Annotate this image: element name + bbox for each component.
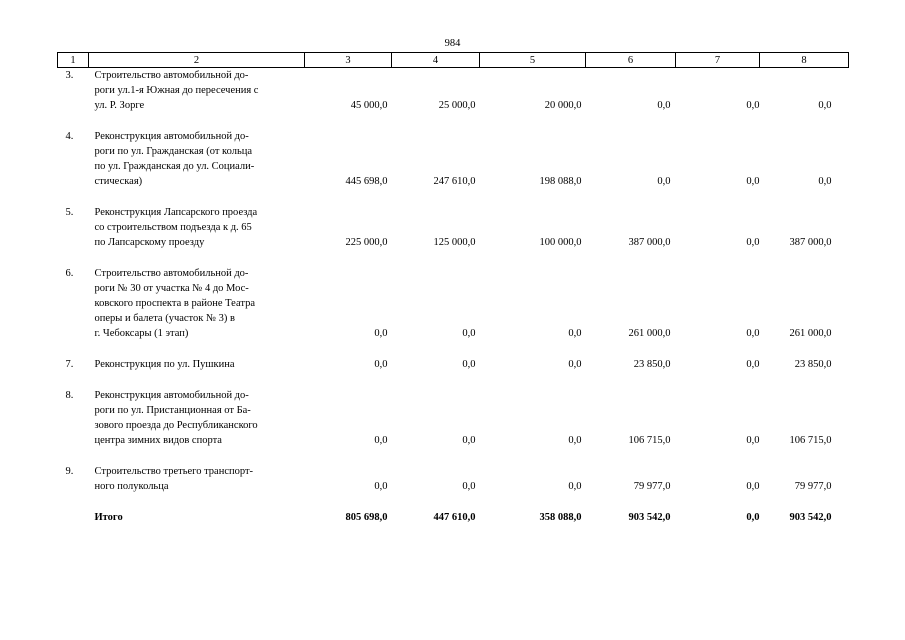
spacer-cell [760, 189, 849, 205]
column-header: 3 [305, 53, 392, 68]
spacer-cell [305, 189, 392, 205]
value-col-3: 0,0 [374, 435, 388, 446]
column-header: 7 [676, 53, 760, 68]
project-name-line: роги по ул. Пристанционная от Ба- [94, 405, 251, 416]
value-col-5: 0,0 [568, 481, 582, 492]
spacer-cell [89, 448, 305, 464]
spacer-cell [392, 113, 480, 129]
spacer-cell [586, 448, 676, 464]
spacer-cell [480, 341, 586, 357]
value-col-8: 261 000,0 [789, 328, 832, 339]
column-header: 8 [760, 53, 849, 68]
row-number: 7. [65, 359, 74, 370]
value-col-6: 106 715,0 [628, 435, 671, 446]
project-name-line: роги по ул. Гражданская (от кольца [94, 146, 253, 157]
value-col-7: 0,0 [746, 359, 760, 370]
project-name-line: Строительство третьего транспорт- [94, 466, 254, 477]
value-col-3: 225 000,0 [345, 237, 388, 248]
row-number: 8. [65, 390, 74, 401]
value-col-5: 198 088,0 [539, 176, 582, 187]
value-col-8: 106 715,0 [789, 435, 832, 446]
table-row [58, 129, 849, 189]
spacer-cell [480, 448, 586, 464]
project-name-line: оперы и балета (участок № 3) в [94, 313, 235, 324]
spacer-cell [58, 341, 89, 357]
spacer-cell [676, 494, 760, 510]
table-body [58, 68, 849, 526]
spacer-cell [392, 250, 480, 266]
table-row [58, 68, 849, 114]
column-number-header-row [58, 53, 849, 68]
value-col-4: 0,0 [462, 359, 476, 370]
spacer-cell [392, 494, 480, 510]
project-name-line: роги ул.1-я Южная до пересечения с [94, 85, 259, 96]
column-header: 6 [586, 53, 676, 68]
spacer-cell [760, 250, 849, 266]
spacer-cell [760, 494, 849, 510]
value-col-7: 0,0 [746, 237, 760, 248]
value-col-8: 0,0 [818, 100, 832, 111]
budget-table [57, 52, 849, 525]
spacer-cell [586, 372, 676, 388]
project-name-line: зового проезда до Республиканского [94, 420, 258, 431]
project-name-line: Реконструкция автомобильной до- [94, 390, 249, 401]
table-row [58, 205, 849, 250]
spacer-cell [480, 372, 586, 388]
value-col-5: 358 088,0 [539, 512, 582, 523]
value-col-5: 0,0 [568, 359, 582, 370]
spacer-cell [480, 494, 586, 510]
project-name-line: Реконструкция автомобильной до- [94, 131, 249, 142]
value-col-5: 0,0 [568, 435, 582, 446]
value-col-7: 0,0 [746, 435, 760, 446]
row-number: 3. [65, 70, 74, 81]
spacer-cell [760, 448, 849, 464]
value-col-8: 0,0 [818, 176, 832, 187]
spacer-cell [305, 341, 392, 357]
project-name [89, 266, 305, 341]
value-col-4: 0,0 [462, 328, 476, 339]
row-spacer [58, 113, 849, 129]
value-col-6: 261 000,0 [628, 328, 671, 339]
value-col-7: 0,0 [746, 328, 760, 339]
spacer-cell [760, 372, 849, 388]
value-col-3: 45 000,0 [350, 100, 388, 111]
spacer-cell [760, 113, 849, 129]
spacer-cell [89, 250, 305, 266]
spacer-cell [89, 341, 305, 357]
spacer-cell [480, 189, 586, 205]
spacer-cell [676, 113, 760, 129]
project-name-line: со строительством подъезда к д. 65 [94, 222, 252, 233]
project-name-line: роги № 30 от участка № 4 до Мос- [94, 283, 249, 294]
value-col-6: 79 977,0 [633, 481, 671, 492]
project-name-line: Строительство автомобильной до- [94, 268, 249, 279]
value-col-4: 125 000,0 [433, 237, 476, 248]
value-col-6: 903 542,0 [628, 512, 671, 523]
row-spacer [58, 341, 849, 357]
row-number: 4. [65, 131, 74, 142]
row-number: 6. [65, 268, 74, 279]
spacer-cell [760, 341, 849, 357]
project-name-line: Реконструкция по ул. Пушкина [94, 359, 235, 370]
column-header: 1 [58, 53, 89, 68]
column-header: 2 [89, 53, 305, 68]
table-row [58, 388, 849, 448]
page-number: 984 [444, 38, 461, 49]
project-name-line: по Лапсарскому проезду [94, 237, 205, 248]
spacer-cell [58, 113, 89, 129]
value-col-6: 23 850,0 [633, 359, 671, 370]
spacer-cell [586, 113, 676, 129]
spacer-cell [586, 189, 676, 205]
spacer-cell [305, 250, 392, 266]
project-name [89, 388, 305, 448]
value-col-5: 100 000,0 [539, 237, 582, 248]
spacer-cell [392, 189, 480, 205]
value-col-7: 0,0 [746, 100, 760, 111]
spacer-cell [676, 448, 760, 464]
project-name-line: ул. Р. Зорге [94, 100, 145, 111]
row-spacer [58, 372, 849, 388]
spacer-cell [58, 189, 89, 205]
spacer-cell [58, 372, 89, 388]
table-row [58, 464, 849, 494]
total-label: Итого [94, 512, 123, 523]
spacer-cell [676, 372, 760, 388]
spacer-cell [586, 341, 676, 357]
spacer-cell [392, 448, 480, 464]
spacer-cell [480, 113, 586, 129]
value-col-3: 805 698,0 [345, 512, 388, 523]
project-name-line: центра зимних видов спорта [94, 435, 222, 446]
spacer-cell [89, 372, 305, 388]
spacer-cell [586, 250, 676, 266]
spacer-cell [392, 341, 480, 357]
spacer-cell [392, 372, 480, 388]
row-number: 5. [65, 207, 74, 218]
table-row [58, 357, 849, 372]
value-col-4: 0,0 [462, 435, 476, 446]
value-col-3: 0,0 [374, 481, 388, 492]
project-name-line: Строительство автомобильной до- [94, 70, 249, 81]
value-col-5: 0,0 [568, 328, 582, 339]
row-spacer [58, 250, 849, 266]
value-col-3: 0,0 [374, 359, 388, 370]
value-col-6: 0,0 [657, 100, 671, 111]
spacer-cell [676, 189, 760, 205]
project-name [89, 205, 305, 250]
spacer-cell [89, 494, 305, 510]
value-col-6: 0,0 [657, 176, 671, 187]
project-name-line: по ул. Гражданская до ул. Социали- [94, 161, 255, 172]
value-col-3: 445 698,0 [345, 176, 388, 187]
value-col-7: 0,0 [746, 176, 760, 187]
spacer-cell [305, 372, 392, 388]
spacer-cell [676, 341, 760, 357]
spacer-cell [305, 494, 392, 510]
spacer-cell [676, 250, 760, 266]
spacer-cell [305, 448, 392, 464]
column-header: 4 [392, 53, 480, 68]
row-number [58, 510, 89, 525]
value-col-4: 447 610,0 [433, 512, 476, 523]
spacer-cell [89, 113, 305, 129]
row-spacer [58, 494, 849, 510]
project-name-line: ковского проспекта в районе Театра [94, 298, 255, 309]
value-col-8: 387 000,0 [789, 237, 832, 248]
project-name-line: ного полукольца [94, 481, 169, 492]
budget-table-container [57, 52, 848, 525]
total-row [58, 510, 849, 525]
spacer-cell [58, 494, 89, 510]
value-col-4: 25 000,0 [438, 100, 476, 111]
spacer-cell [586, 494, 676, 510]
project-name [89, 357, 305, 372]
table-row [58, 266, 849, 341]
row-number: 9. [65, 466, 74, 477]
value-col-8: 23 850,0 [794, 359, 832, 370]
spacer-cell [58, 250, 89, 266]
project-name-line: г. Чебоксары (1 этап) [94, 328, 189, 339]
spacer-cell [58, 448, 89, 464]
project-name-line: стическая) [94, 176, 143, 187]
value-col-8: 79 977,0 [794, 481, 832, 492]
value-col-5: 20 000,0 [544, 100, 582, 111]
value-col-4: 0,0 [462, 481, 476, 492]
spacer-cell [89, 189, 305, 205]
spacer-cell [480, 250, 586, 266]
value-col-6: 387 000,0 [628, 237, 671, 248]
value-col-4: 247 610,0 [433, 176, 476, 187]
value-col-7: 0,0 [746, 481, 760, 492]
project-name [89, 129, 305, 189]
value-col-7: 0,0 [746, 512, 760, 523]
column-header: 5 [480, 53, 586, 68]
spacer-cell [305, 113, 392, 129]
row-spacer [58, 189, 849, 205]
project-name [89, 464, 305, 494]
value-col-8: 903 542,0 [789, 512, 832, 523]
project-name-line: Реконструкция Лапсарского проезда [94, 207, 258, 218]
project-name [89, 68, 305, 114]
row-spacer [58, 448, 849, 464]
value-col-3: 0,0 [374, 328, 388, 339]
